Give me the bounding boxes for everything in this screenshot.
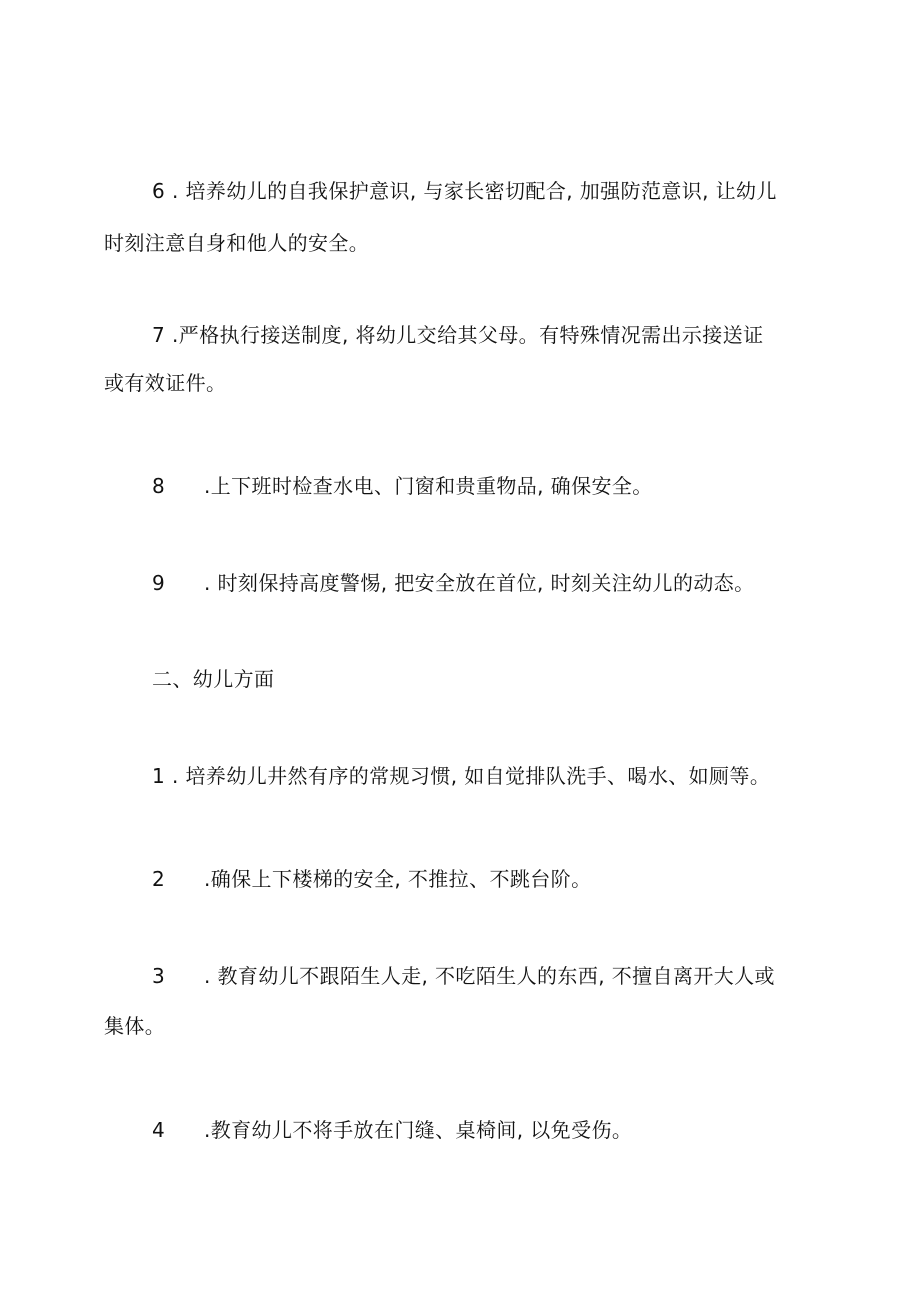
item-number: 8 <box>152 474 166 498</box>
list-item-3-line-2 <box>104 1013 165 1039</box>
item-number: 9 <box>152 571 166 595</box>
list-item-3-line-1 <box>152 963 775 989</box>
list-item-6-line-1 <box>152 178 777 204</box>
list-item-2 <box>152 866 591 892</box>
item-text: . 培养幼儿井然有序的常规习惯, 如自觉排队洗手、喝水、如厕等。 <box>172 764 771 788</box>
list-item-1 <box>152 763 770 789</box>
list-item-8 <box>152 473 653 499</box>
item-text: . 培养幼儿的自我保护意识, 与家长密切配合, 加强防范意识, 让幼儿 <box>172 179 777 203</box>
item-text: . 时刻保持高度警惕, 把安全放在首位, 时刻关注幼儿的动态。 <box>204 571 755 595</box>
item-text: .确保上下楼梯的安全, 不推拉、不跳台阶。 <box>204 867 592 891</box>
list-item-4 <box>152 1117 632 1143</box>
item-text: .严格执行接送制度, 将幼儿交给其父母。有特殊情况需出示接送证 <box>172 323 764 347</box>
list-item-9 <box>152 570 755 596</box>
item-number: 7 <box>152 323 166 347</box>
item-text-continued: 或有效证件。 <box>104 371 227 395</box>
section-heading: 二、幼儿方面 <box>152 667 275 691</box>
item-text-continued: 集体。 <box>104 1014 166 1038</box>
list-item-6-line-2 <box>104 230 369 256</box>
item-text: .上下班时检查水电、门窗和贵重物品, 确保安全。 <box>204 474 653 498</box>
item-number: 1 <box>152 764 166 788</box>
item-text: .教育幼儿不将手放在门缝、桌椅间, 以免受伤。 <box>204 1118 633 1142</box>
item-text-continued: 时刻注意自身和他人的安全。 <box>104 231 370 255</box>
list-item-7-line-1 <box>152 322 763 348</box>
item-number: 2 <box>152 867 166 891</box>
item-number: 6 <box>152 179 166 203</box>
item-number: 3 <box>152 964 166 988</box>
item-number: 4 <box>152 1118 166 1142</box>
list-item-7-line-2 <box>104 370 226 396</box>
item-text: . 教育幼儿不跟陌生人走, 不吃陌生人的东西, 不擅自离开大人或 <box>204 964 775 988</box>
